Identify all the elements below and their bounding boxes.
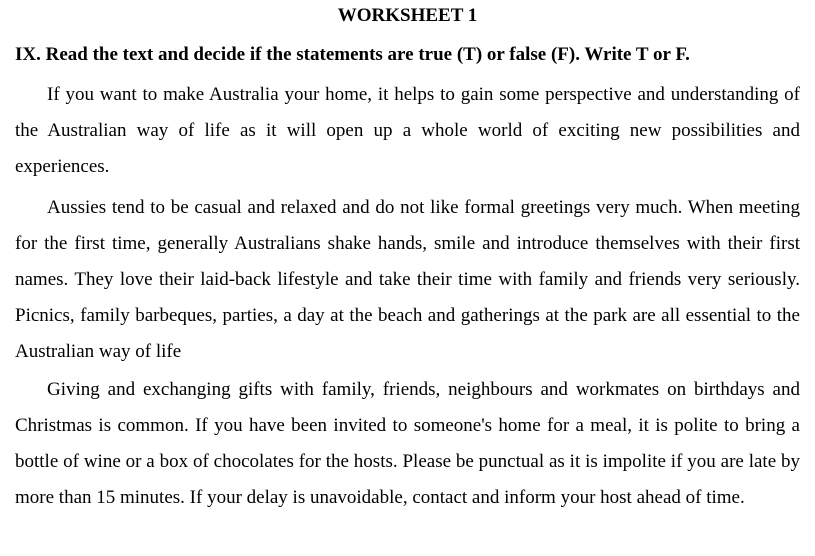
reading-paragraph-3: Giving and exchanging gifts with family, friends, neighbours and workmates on birthdays and Christmas is common. If you have been invited to someone's home for a meal, it is polite to bring a bottle of wine or a box of chocolates for the hosts. Please be punctual as it is impolite if you are late by more than 15 minutes. If your delay is unavoidable, contact and inform your host ahead of time.: [15, 379, 800, 508]
reading-paragraph-1: If you want to make Australia your home, it helps to gain some perspective and understanding of the Australian way of life as it will open up a whole world of exciting new possibilities and experiences.: [15, 84, 800, 177]
worksheet-page: [15, 0, 800, 516]
exercise-instruction: IX. Read the text and decide if the statements are true (T) or false (F). Write T or F.: [15, 44, 690, 65]
reading-paragraph-2: Aussies tend to be casual and relaxed and do not like formal greetings very much. When meeting for the first time, generally Australians shake hands, smile and introduce themselves with their first names. They love their laid-back lifestyle and take their time with family and friends very seriously. Picnics, family barbeques, parties, a day at the beach and gatherings at the park are all essential to the Australian way of life: [15, 197, 800, 362]
worksheet-title: WORKSHEET 1: [337, 5, 478, 26]
